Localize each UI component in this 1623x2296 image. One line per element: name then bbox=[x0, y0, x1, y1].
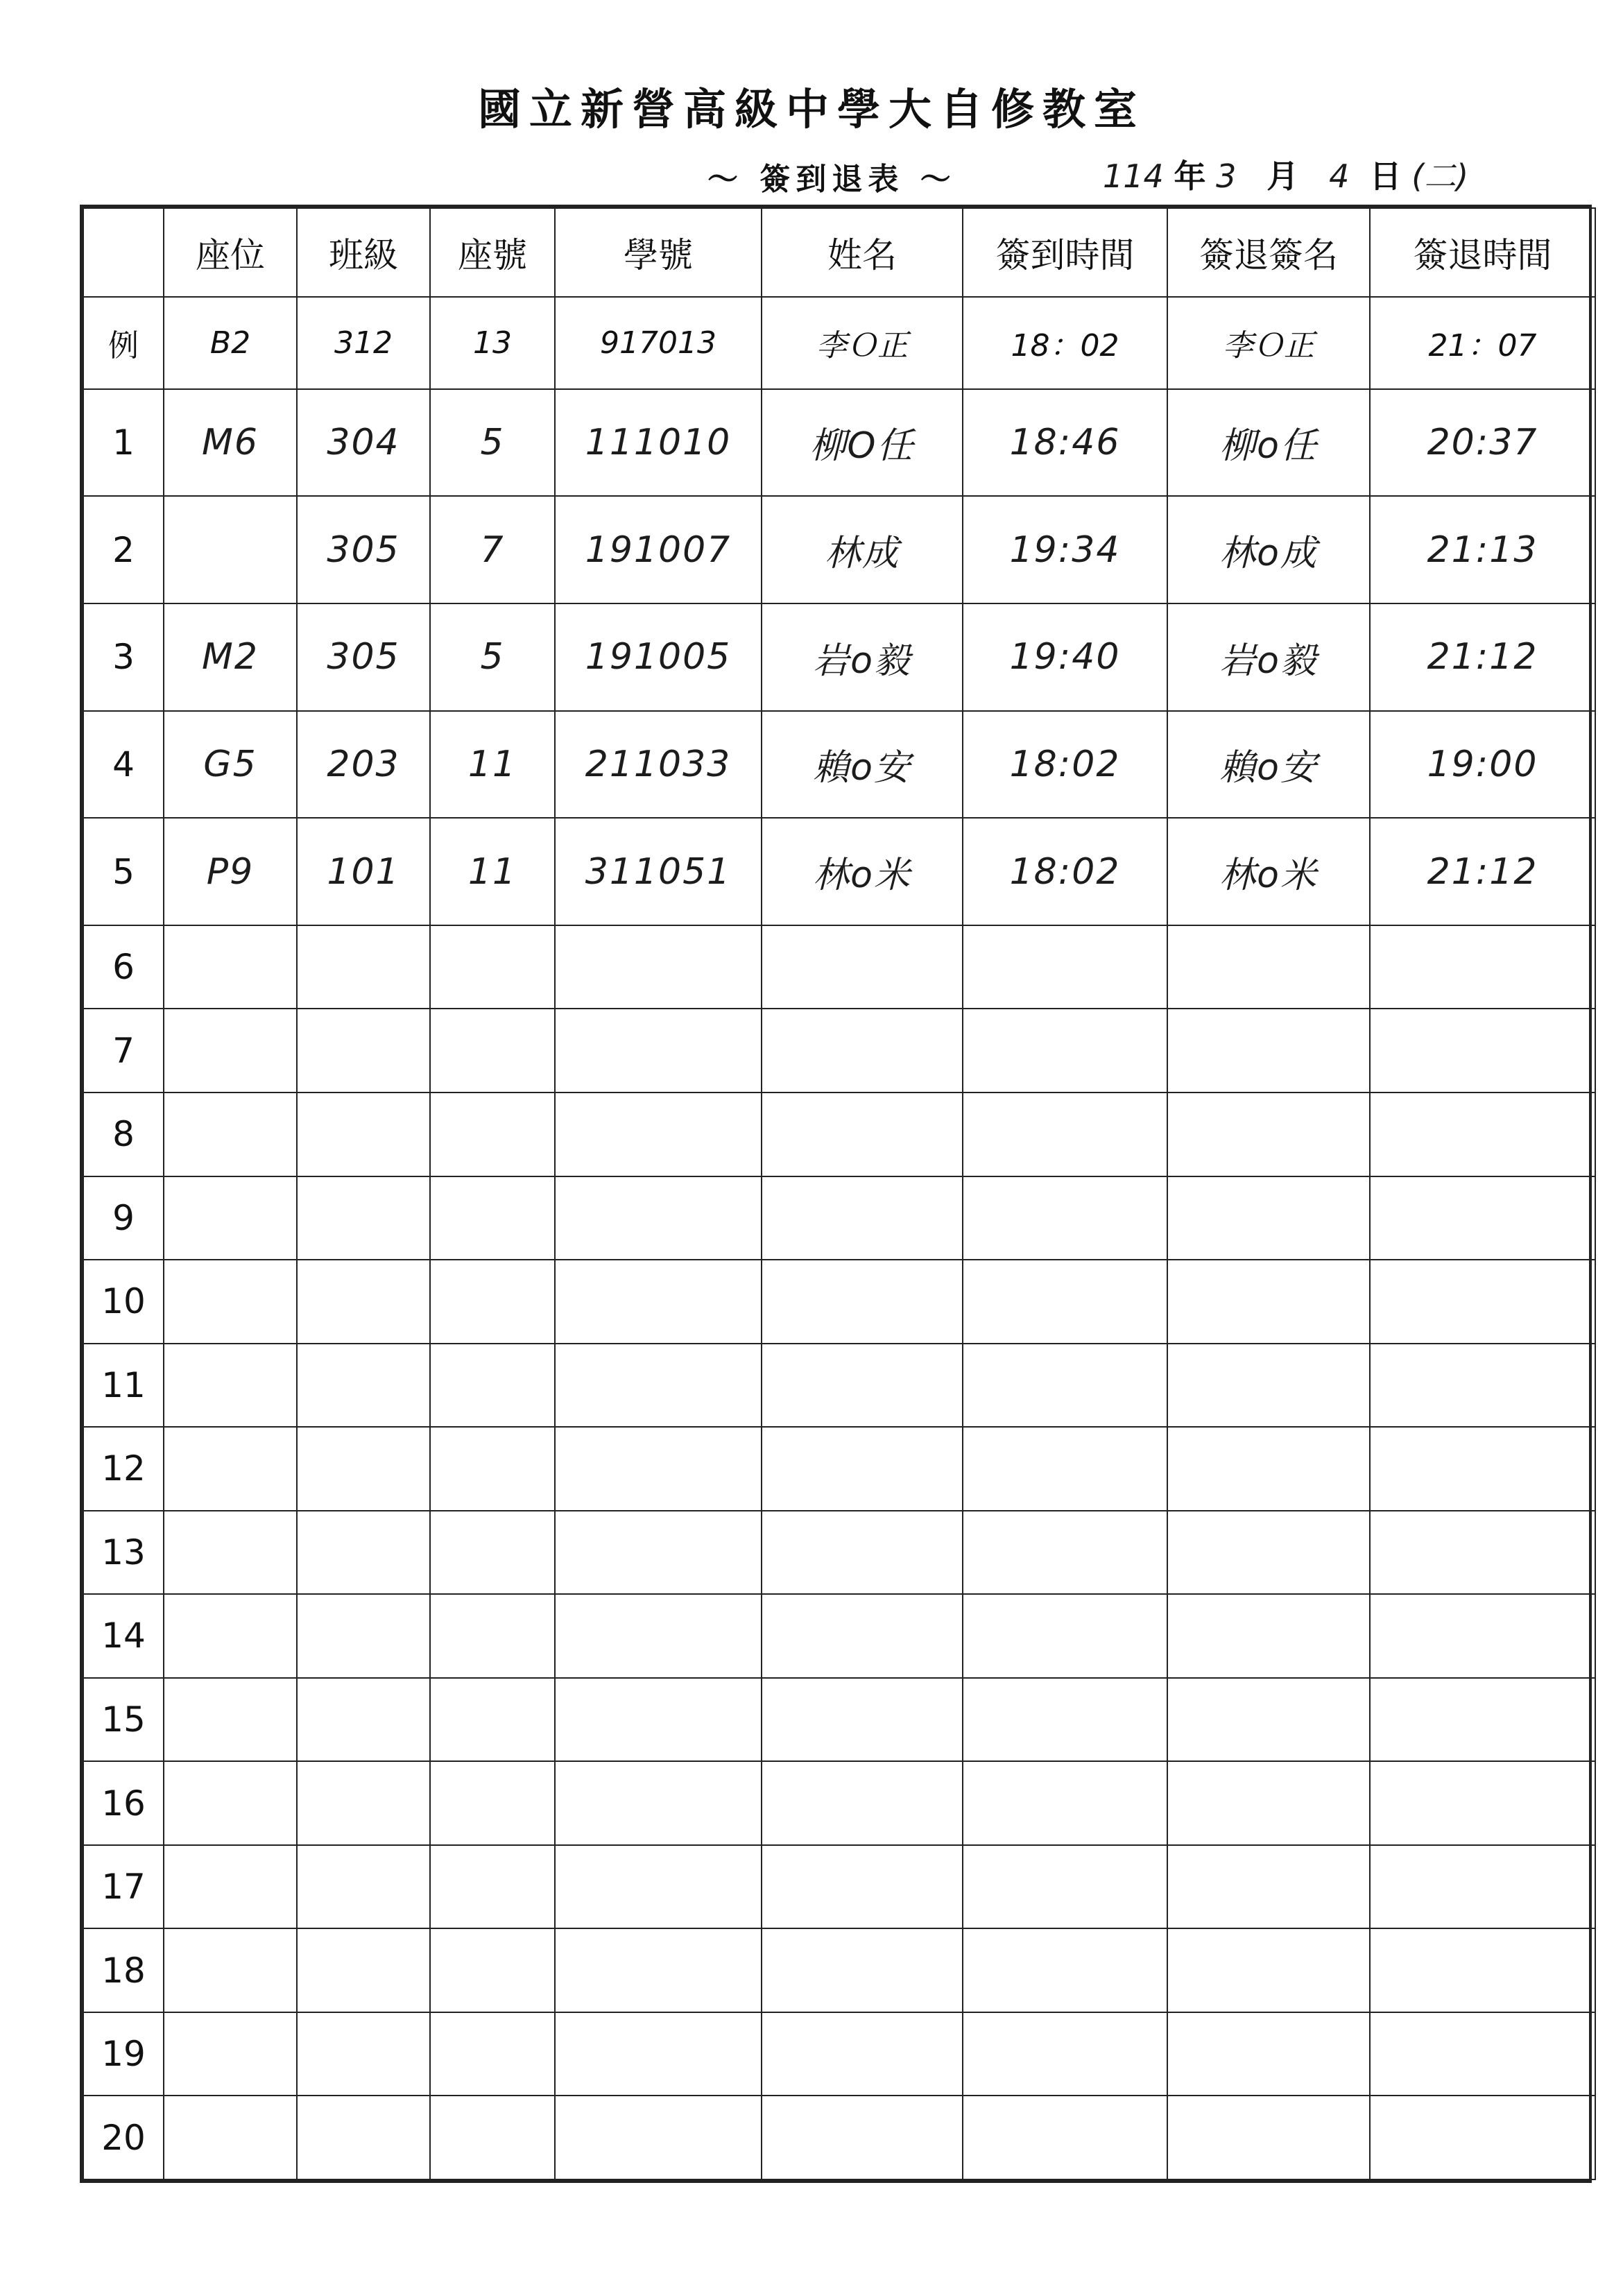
cell-student-id[interactable] bbox=[555, 1928, 762, 2012]
row-index: 3 bbox=[83, 603, 164, 711]
cell-sign-out[interactable] bbox=[1370, 1928, 1595, 2012]
cell-number: 13 bbox=[430, 297, 555, 389]
table-row bbox=[83, 1928, 1595, 2012]
cell-sign-out[interactable] bbox=[1370, 1678, 1595, 1762]
cell-sign-in[interactable] bbox=[963, 1260, 1167, 1344]
date-day-label: 日 bbox=[1369, 157, 1402, 195]
cell-class[interactable] bbox=[297, 2096, 430, 2179]
col-header-class: 班級 bbox=[297, 208, 430, 297]
cell-student-id[interactable]: 191007 bbox=[555, 496, 762, 603]
cell-student-id[interactable] bbox=[555, 1093, 762, 1176]
col-header-seat: 座位 bbox=[164, 208, 297, 297]
cell-name[interactable] bbox=[762, 1344, 963, 1428]
cell-signature[interactable] bbox=[1167, 1260, 1370, 1344]
cell-name[interactable] bbox=[762, 2096, 963, 2179]
cell-number[interactable] bbox=[430, 1928, 555, 2012]
cell-number[interactable]: 5 bbox=[430, 603, 555, 711]
col-header-name: 姓名 bbox=[762, 208, 963, 297]
date-year: 114 bbox=[1103, 157, 1164, 195]
cell-name[interactable] bbox=[762, 925, 963, 1009]
col-header-sign-in: 簽到時間 bbox=[963, 208, 1167, 297]
cell-sign-in[interactable] bbox=[963, 925, 1167, 1009]
col-header-number: 座號 bbox=[430, 208, 555, 297]
cell-number[interactable] bbox=[430, 1511, 555, 1595]
cell-class[interactable] bbox=[297, 1678, 430, 1762]
cell-sign-in[interactable] bbox=[963, 1761, 1167, 1845]
cell-student-id[interactable] bbox=[555, 1427, 762, 1511]
col-header-signature: 簽退簽名 bbox=[1167, 208, 1370, 297]
cell-sign-out[interactable] bbox=[1370, 1845, 1595, 1929]
date-day: 4 bbox=[1329, 157, 1350, 195]
cell-name[interactable] bbox=[762, 1761, 963, 1845]
row-index: 16 bbox=[83, 1761, 164, 1845]
cell-name[interactable] bbox=[762, 1260, 963, 1344]
cell-number[interactable] bbox=[430, 1260, 555, 1344]
cell-student-id[interactable] bbox=[555, 2096, 762, 2179]
cell-number[interactable] bbox=[430, 1344, 555, 1428]
cell-class[interactable] bbox=[297, 1260, 430, 1344]
cell-seat: B2 bbox=[164, 297, 297, 389]
cell-name: 李Ｏ正 bbox=[762, 297, 963, 389]
cell-signature[interactable] bbox=[1167, 1093, 1370, 1176]
cell-sign-out[interactable] bbox=[1370, 1009, 1595, 1093]
cell-sign-out: 21：07 bbox=[1370, 297, 1595, 389]
table-row bbox=[83, 603, 1595, 711]
cell-student-id[interactable] bbox=[555, 1678, 762, 1762]
cell-seat[interactable] bbox=[164, 1260, 297, 1344]
row-index: 13 bbox=[83, 1511, 164, 1595]
cell-seat[interactable]: M6 bbox=[164, 389, 297, 497]
cell-name[interactable] bbox=[762, 1678, 963, 1762]
table-row bbox=[83, 1594, 1595, 1678]
cell-class[interactable] bbox=[297, 1093, 430, 1176]
cell-sign-out[interactable] bbox=[1370, 1427, 1595, 1511]
cell-number[interactable] bbox=[430, 2096, 555, 2179]
table-row bbox=[83, 1427, 1595, 1511]
cell-seat[interactable] bbox=[164, 1845, 297, 1929]
cell-sign-in: 18：02 bbox=[963, 297, 1167, 389]
cell-sign-out[interactable] bbox=[1370, 1260, 1595, 1344]
col-header-student-id: 學號 bbox=[555, 208, 762, 297]
cell-sign-out[interactable]: 21:12 bbox=[1370, 603, 1595, 711]
cell-signature[interactable] bbox=[1167, 1678, 1370, 1762]
cell-sign-in[interactable] bbox=[963, 1594, 1167, 1678]
cell-name[interactable]: 岩o毅 bbox=[762, 603, 963, 711]
date-month: 3 bbox=[1216, 157, 1237, 195]
cell-seat[interactable] bbox=[164, 2012, 297, 2096]
cell-sign-in[interactable] bbox=[963, 1511, 1167, 1595]
cell-sign-out[interactable] bbox=[1370, 1594, 1595, 1678]
cell-class[interactable] bbox=[297, 2012, 430, 2096]
cell-student-id[interactable] bbox=[555, 1344, 762, 1428]
cell-signature[interactable]: 柳o任 bbox=[1167, 389, 1370, 497]
cell-seat[interactable] bbox=[164, 1344, 297, 1428]
cell-sign-in[interactable] bbox=[963, 1427, 1167, 1511]
cell-seat[interactable]: P9 bbox=[164, 818, 297, 925]
row-index: 6 bbox=[83, 925, 164, 1009]
cell-number[interactable] bbox=[430, 2012, 555, 2096]
cell-seat[interactable] bbox=[164, 925, 297, 1009]
cell-signature: 李Ｏ正 bbox=[1167, 297, 1370, 389]
date-year-label: 年 bbox=[1174, 157, 1206, 195]
cell-name[interactable] bbox=[762, 1009, 963, 1093]
table-row bbox=[83, 1845, 1595, 1929]
cell-sign-out[interactable] bbox=[1370, 1176, 1595, 1260]
row-index: 8 bbox=[83, 1093, 164, 1176]
cell-seat[interactable] bbox=[164, 1009, 297, 1093]
date-weekday: (二) bbox=[1411, 157, 1469, 195]
cell-signature[interactable] bbox=[1167, 1511, 1370, 1595]
cell-class[interactable] bbox=[297, 1845, 430, 1929]
cell-class[interactable]: 101 bbox=[297, 818, 430, 925]
table-row bbox=[83, 2012, 1595, 2096]
cell-class[interactable] bbox=[297, 1761, 430, 1845]
cell-seat[interactable]: G5 bbox=[164, 711, 297, 819]
cell-seat[interactable]: M2 bbox=[164, 603, 297, 711]
row-index: 11 bbox=[83, 1344, 164, 1428]
cell-name[interactable] bbox=[762, 1427, 963, 1511]
row-index: 5 bbox=[83, 818, 164, 925]
cell-class[interactable] bbox=[297, 1511, 430, 1595]
cell-sign-in[interactable]: 18:02 bbox=[963, 711, 1167, 819]
col-header-sign-out: 簽退時間 bbox=[1370, 208, 1595, 297]
cell-number[interactable]: 5 bbox=[430, 389, 555, 497]
cell-signature[interactable]: 林o成 bbox=[1167, 496, 1370, 603]
cell-student-id[interactable] bbox=[555, 1176, 762, 1260]
cell-signature[interactable] bbox=[1167, 1594, 1370, 1678]
cell-sign-in[interactable] bbox=[963, 2096, 1167, 2179]
row-index: 例 bbox=[83, 297, 164, 389]
cell-class[interactable] bbox=[297, 1928, 430, 2012]
cell-name[interactable] bbox=[762, 1176, 963, 1260]
cell-seat[interactable] bbox=[164, 496, 297, 603]
header-row bbox=[83, 208, 1595, 297]
cell-signature[interactable] bbox=[1167, 2012, 1370, 2096]
row-index: 17 bbox=[83, 1845, 164, 1929]
cell-number[interactable] bbox=[430, 1009, 555, 1093]
row-index: 20 bbox=[83, 2096, 164, 2179]
cell-student-id[interactable] bbox=[555, 1761, 762, 1845]
cell-signature[interactable] bbox=[1167, 1176, 1370, 1260]
cell-signature[interactable] bbox=[1167, 1009, 1370, 1093]
table-row bbox=[83, 818, 1595, 925]
cell-signature[interactable] bbox=[1167, 2096, 1370, 2179]
cell-student-id[interactable]: 111010 bbox=[555, 389, 762, 497]
cell-sign-out[interactable]: 21:12 bbox=[1370, 818, 1595, 925]
cell-number[interactable] bbox=[430, 1845, 555, 1929]
cell-seat[interactable] bbox=[164, 2096, 297, 2179]
cell-signature[interactable]: 林o米 bbox=[1167, 818, 1370, 925]
cell-sign-in[interactable] bbox=[963, 1009, 1167, 1093]
cell-seat[interactable] bbox=[164, 1176, 297, 1260]
row-index: 9 bbox=[83, 1176, 164, 1260]
cell-name[interactable] bbox=[762, 1511, 963, 1595]
row-index: 14 bbox=[83, 1594, 164, 1678]
cell-sign-out[interactable] bbox=[1370, 1761, 1595, 1845]
cell-seat[interactable] bbox=[164, 1511, 297, 1595]
cell-sign-in[interactable]: 18:46 bbox=[963, 389, 1167, 497]
sheet-title: 國立新營高級中學大自修教室 bbox=[477, 84, 1145, 135]
cell-name[interactable]: 林o米 bbox=[762, 818, 963, 925]
cell-signature[interactable]: 賴o安 bbox=[1167, 711, 1370, 819]
cell-class[interactable]: 203 bbox=[297, 711, 430, 819]
row-index: 4 bbox=[83, 711, 164, 819]
cell-student-id[interactable] bbox=[555, 1009, 762, 1093]
table-row bbox=[83, 1511, 1595, 1595]
cell-class[interactable] bbox=[297, 1009, 430, 1093]
cell-sign-out[interactable] bbox=[1370, 1511, 1595, 1595]
table-row bbox=[83, 1761, 1595, 1845]
cell-class[interactable] bbox=[297, 925, 430, 1009]
cell-signature[interactable] bbox=[1167, 1928, 1370, 2012]
cell-number[interactable] bbox=[430, 925, 555, 1009]
cell-sign-in[interactable] bbox=[963, 1176, 1167, 1260]
table-row bbox=[83, 496, 1595, 603]
cell-sign-in[interactable] bbox=[963, 1845, 1167, 1929]
cell-seat[interactable] bbox=[164, 1594, 297, 1678]
row-index: 19 bbox=[83, 2012, 164, 2096]
table-row bbox=[83, 1678, 1595, 1762]
cell-seat[interactable] bbox=[164, 1427, 297, 1511]
cell-seat[interactable] bbox=[164, 1928, 297, 2012]
cell-name[interactable]: 柳O任 bbox=[762, 389, 963, 497]
cell-class: 312 bbox=[297, 297, 430, 389]
date-month-label: 月 bbox=[1266, 157, 1299, 195]
cell-class[interactable]: 305 bbox=[297, 603, 430, 711]
table-row bbox=[83, 711, 1595, 819]
cell-class[interactable] bbox=[297, 1427, 430, 1511]
row-index: 7 bbox=[83, 1009, 164, 1093]
cell-student-id[interactable] bbox=[555, 1845, 762, 1929]
cell-class[interactable]: 305 bbox=[297, 496, 430, 603]
table-row bbox=[83, 2096, 1595, 2179]
table-row bbox=[83, 389, 1595, 497]
cell-sign-out[interactable] bbox=[1370, 925, 1595, 1009]
cell-class[interactable] bbox=[297, 1344, 430, 1428]
cell-number[interactable]: 7 bbox=[430, 496, 555, 603]
cell-sign-out[interactable] bbox=[1370, 2012, 1595, 2096]
row-index: 15 bbox=[83, 1678, 164, 1762]
table-row bbox=[83, 1009, 1595, 1093]
table-row bbox=[83, 1344, 1595, 1428]
cell-signature[interactable] bbox=[1167, 1427, 1370, 1511]
cell-seat[interactable] bbox=[164, 1761, 297, 1845]
cell-student-id[interactable]: 191005 bbox=[555, 603, 762, 711]
cell-class[interactable] bbox=[297, 1594, 430, 1678]
cell-number[interactable] bbox=[430, 1093, 555, 1176]
cell-number[interactable] bbox=[430, 1761, 555, 1845]
example-row bbox=[83, 297, 1595, 389]
cell-sign-in[interactable]: 19:40 bbox=[963, 603, 1167, 711]
cell-number[interactable] bbox=[430, 1176, 555, 1260]
cell-student-id: 917013 bbox=[555, 297, 762, 389]
cell-name[interactable]: 賴o安 bbox=[762, 711, 963, 819]
table-row bbox=[83, 925, 1595, 1009]
cell-number[interactable] bbox=[430, 1427, 555, 1511]
table-row bbox=[83, 1176, 1595, 1260]
cell-signature[interactable] bbox=[1167, 1845, 1370, 1929]
cell-student-id[interactable]: 211033 bbox=[555, 711, 762, 819]
row-index: 2 bbox=[83, 496, 164, 603]
cell-sign-in[interactable] bbox=[963, 1344, 1167, 1428]
cell-student-id[interactable] bbox=[555, 2012, 762, 2096]
cell-student-id[interactable] bbox=[555, 1511, 762, 1595]
cell-sign-in[interactable] bbox=[963, 2012, 1167, 2096]
cell-sign-out[interactable] bbox=[1370, 1093, 1595, 1176]
cell-sign-in[interactable]: 19:34 bbox=[963, 496, 1167, 603]
col-header-index bbox=[83, 208, 164, 297]
cell-signature[interactable] bbox=[1167, 925, 1370, 1009]
cell-sign-out[interactable] bbox=[1370, 2096, 1595, 2179]
cell-sign-in[interactable] bbox=[963, 1928, 1167, 2012]
cell-name[interactable] bbox=[762, 1845, 963, 1929]
cell-signature[interactable] bbox=[1167, 1344, 1370, 1428]
cell-signature[interactable]: 岩o毅 bbox=[1167, 603, 1370, 711]
cell-student-id[interactable] bbox=[555, 1594, 762, 1678]
row-index: 12 bbox=[83, 1427, 164, 1511]
cell-name[interactable] bbox=[762, 1093, 963, 1176]
cell-number[interactable] bbox=[430, 1678, 555, 1762]
cell-name[interactable] bbox=[762, 2012, 963, 2096]
row-index: 1 bbox=[83, 389, 164, 497]
row-index: 10 bbox=[83, 1260, 164, 1344]
table-row bbox=[83, 1093, 1595, 1176]
cell-name[interactable] bbox=[762, 1928, 963, 2012]
cell-student-id[interactable] bbox=[555, 925, 762, 1009]
cell-seat[interactable] bbox=[164, 1678, 297, 1762]
cell-sign-out[interactable]: 20:37 bbox=[1370, 389, 1595, 497]
cell-number[interactable]: 11 bbox=[430, 711, 555, 819]
cell-sign-out[interactable] bbox=[1370, 1344, 1595, 1428]
table-row bbox=[83, 1260, 1595, 1344]
cell-sign-in[interactable]: 18:02 bbox=[963, 818, 1167, 925]
cell-student-id[interactable] bbox=[555, 1260, 762, 1344]
cell-class[interactable] bbox=[297, 1176, 430, 1260]
cell-sign-in[interactable] bbox=[963, 1093, 1167, 1176]
sheet-date bbox=[1103, 151, 1468, 197]
row-index: 18 bbox=[83, 1928, 164, 2012]
cell-sign-in[interactable] bbox=[963, 1678, 1167, 1762]
cell-seat[interactable] bbox=[164, 1093, 297, 1176]
cell-signature[interactable] bbox=[1167, 1761, 1370, 1845]
cell-sign-out[interactable]: 21:13 bbox=[1370, 496, 1595, 603]
cell-number[interactable] bbox=[430, 1594, 555, 1678]
cell-student-id[interactable]: 311051 bbox=[555, 818, 762, 925]
cell-number[interactable]: 11 bbox=[430, 818, 555, 925]
cell-class[interactable]: 304 bbox=[297, 389, 430, 497]
cell-name[interactable]: 林成 bbox=[762, 496, 963, 603]
cell-name[interactable] bbox=[762, 1594, 963, 1678]
cell-sign-out[interactable]: 19:00 bbox=[1370, 711, 1595, 819]
sign-in-table bbox=[80, 205, 1592, 2183]
sheet-subtitle: ～ 簽到退表 ～ bbox=[707, 162, 956, 197]
